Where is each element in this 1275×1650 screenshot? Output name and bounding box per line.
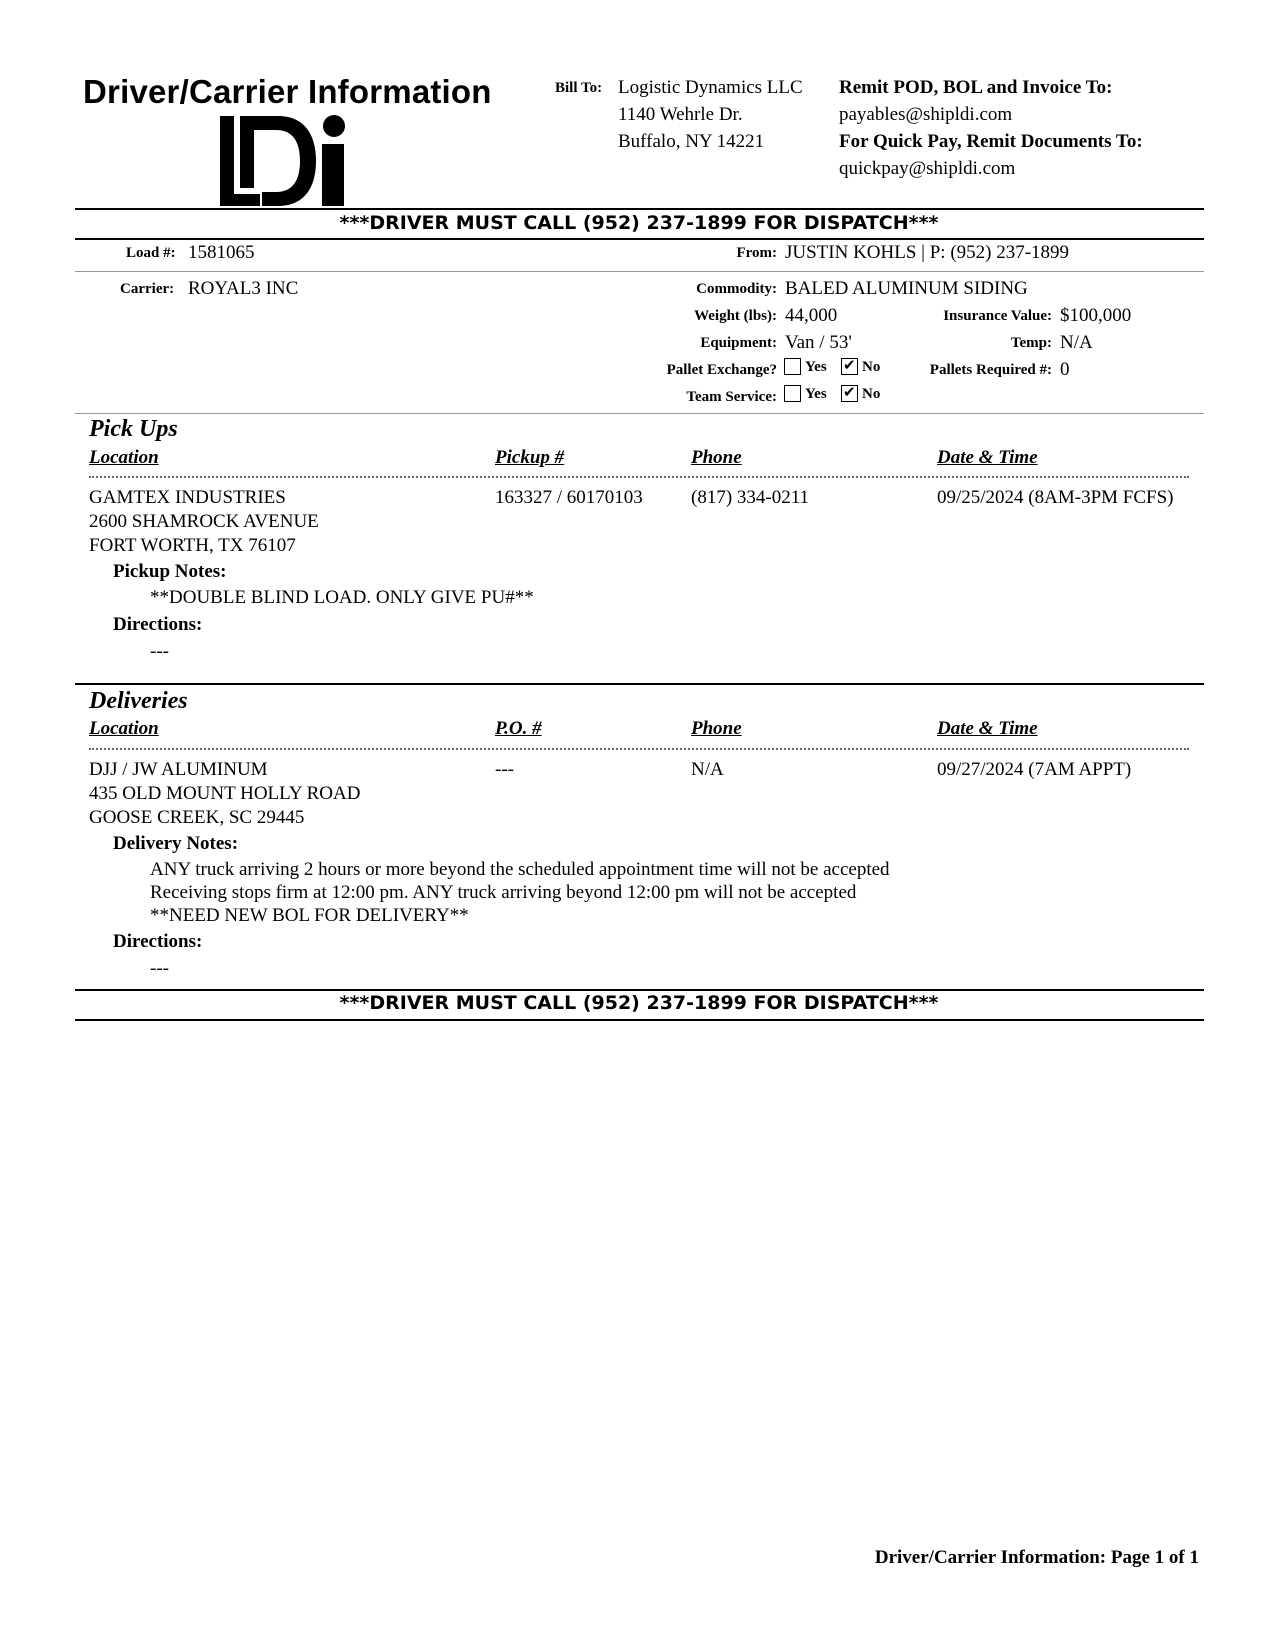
divider bbox=[89, 476, 1189, 478]
divider bbox=[75, 238, 1204, 240]
from-value: JUSTIN KOHLS | P: (952) 237-1899 bbox=[785, 242, 1070, 263]
load-label: Load #: bbox=[126, 245, 176, 261]
team-service-no-checkbox[interactable] bbox=[841, 385, 858, 402]
delivery-phone: N/A bbox=[691, 759, 724, 780]
bill-to-label: Bill To: bbox=[555, 80, 603, 96]
bill-to-line-1: Logistic Dynamics LLC bbox=[618, 77, 803, 98]
pallet-exchange-yes-checkbox[interactable] bbox=[784, 358, 801, 375]
divider bbox=[75, 1019, 1204, 1021]
dispatch-banner-bottom: ***DRIVER MUST CALL (952) 237-1899 FOR DISPATCH*** bbox=[339, 992, 939, 1014]
load-value: 1581065 bbox=[188, 242, 255, 263]
divider bbox=[75, 413, 1204, 414]
pickup-phone: (817) 334-0211 bbox=[691, 487, 810, 508]
deliveries-col-date: Date & Time bbox=[937, 718, 1038, 739]
team-service-no-label: No bbox=[862, 386, 881, 402]
page-footer: Driver/Carrier Information: Page 1 of 1 bbox=[874, 1547, 1199, 1568]
pickup-location-line-3: FORT WORTH, TX 76107 bbox=[89, 535, 296, 556]
delivery-directions: --- bbox=[150, 958, 169, 979]
pallet-exchange-no-checkbox[interactable] bbox=[841, 358, 858, 375]
delivery-number: --- bbox=[495, 759, 514, 780]
carrier-label: Carrier: bbox=[120, 281, 175, 297]
pallet-exchange-yes-label: Yes bbox=[805, 359, 827, 375]
commodity-value: BALED ALUMINUM SIDING bbox=[785, 278, 1028, 299]
commodity-label: Commodity: bbox=[696, 281, 777, 297]
pickups-col-location: Location bbox=[89, 447, 159, 468]
pickup-notes-label: Pickup Notes: bbox=[113, 561, 227, 582]
team-service-yes-checkbox[interactable] bbox=[784, 385, 801, 402]
team-service-label: Team Service: bbox=[686, 389, 777, 405]
temp-label: Temp: bbox=[1010, 335, 1052, 351]
equipment-label: Equipment: bbox=[700, 335, 777, 351]
divider bbox=[75, 271, 1204, 272]
pickup-directions: --- bbox=[150, 641, 169, 662]
insurance-value: $100,000 bbox=[1060, 305, 1132, 326]
pickups-title: Pick Ups bbox=[89, 416, 178, 442]
deliveries-title: Deliveries bbox=[89, 688, 188, 714]
deliveries-col-location: Location bbox=[89, 718, 159, 739]
ldi-logo bbox=[218, 112, 350, 208]
pickups-col-phone: Phone bbox=[691, 447, 742, 468]
from-label: From: bbox=[736, 245, 777, 261]
delivery-directions-label: Directions: bbox=[113, 931, 203, 952]
delivery-notes-label: Delivery Notes: bbox=[113, 833, 239, 854]
pickups-col-number: Pickup # bbox=[495, 447, 565, 468]
pallet-exchange-label: Pallet Exchange? bbox=[666, 362, 777, 378]
delivery-note-3: **NEED NEW BOL FOR DELIVERY** bbox=[150, 905, 469, 926]
quickpay-label: For Quick Pay, Remit Documents To: bbox=[839, 131, 1143, 152]
remit-label: Remit POD, BOL and Invoice To: bbox=[839, 77, 1113, 98]
team-service-yes-label: Yes bbox=[805, 386, 827, 402]
pickups-col-date: Date & Time bbox=[937, 447, 1038, 468]
pickup-number: 163327 / 60170103 bbox=[495, 487, 643, 508]
divider bbox=[75, 683, 1204, 685]
divider bbox=[89, 748, 1189, 750]
quickpay-email: quickpay@shipldi.com bbox=[839, 158, 1016, 179]
remit-email: payables@shipldi.com bbox=[839, 104, 1013, 125]
delivery-date: 09/27/2024 (7AM APPT) bbox=[937, 759, 1132, 780]
weight-label: Weight (lbs): bbox=[694, 308, 777, 324]
page-title: Driver/Carrier Information bbox=[83, 73, 492, 110]
bill-to-line-3: Buffalo, NY 14221 bbox=[618, 131, 765, 152]
delivery-location-line-1: DJJ / JW ALUMINUM bbox=[89, 759, 268, 780]
pickup-date: 09/25/2024 (8AM-3PM FCFS) bbox=[937, 487, 1174, 508]
equipment-value: Van / 53' bbox=[785, 332, 852, 353]
divider bbox=[75, 989, 1204, 991]
pallets-required-label: Pallets Required #: bbox=[929, 362, 1052, 378]
deliveries-col-phone: Phone bbox=[691, 718, 742, 739]
dispatch-banner-top: ***DRIVER MUST CALL (952) 237-1899 FOR DISPATCH*** bbox=[339, 212, 939, 234]
delivery-location-line-2: 435 OLD MOUNT HOLLY ROAD bbox=[89, 783, 361, 804]
weight-value: 44,000 bbox=[785, 305, 838, 326]
pickup-location-line-2: 2600 SHAMROCK AVENUE bbox=[89, 511, 319, 532]
temp-value: N/A bbox=[1060, 332, 1093, 353]
delivery-note-2: Receiving stops firm at 12:00 pm. ANY truck arriving beyond 12:00 pm will not be accepted bbox=[150, 882, 857, 903]
carrier-value: ROYAL3 INC bbox=[188, 278, 299, 299]
pickup-location-line-1: GAMTEX INDUSTRIES bbox=[89, 487, 286, 508]
pickup-directions-label: Directions: bbox=[113, 614, 203, 635]
deliveries-col-number: P.O. # bbox=[495, 718, 542, 739]
bill-to-line-2: 1140 Wehrle Dr. bbox=[618, 104, 743, 125]
pickup-note: **DOUBLE BLIND LOAD. ONLY GIVE PU#** bbox=[150, 587, 534, 608]
divider bbox=[75, 208, 1204, 210]
pallet-exchange-no-label: No bbox=[862, 359, 881, 375]
pallets-required-value: 0 bbox=[1060, 359, 1070, 380]
delivery-note-1: ANY truck arriving 2 hours or more beyond the scheduled appointment time will not be accepted bbox=[150, 859, 890, 880]
delivery-location-line-3: GOOSE CREEK, SC 29445 bbox=[89, 807, 305, 828]
insurance-label: Insurance Value: bbox=[943, 308, 1052, 324]
